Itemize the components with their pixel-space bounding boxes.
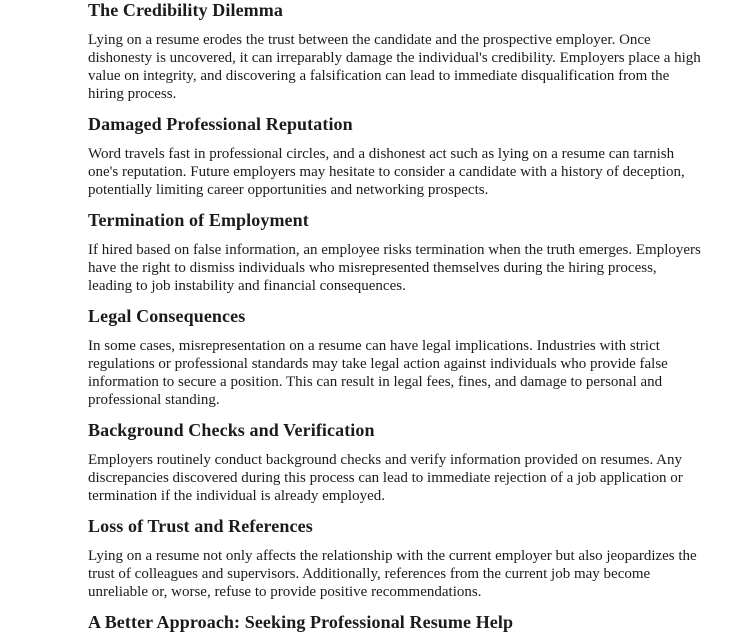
section-credibility-dilemma [88,0,704,103]
section-damaged-reputation [88,115,704,199]
section-paragraph: If hired based on false information, an employee risks termination when the truth emerges. Employers have the right to dismiss individuals who misrepresented themselves during the hiring process, leading to job instability and financial consequences. [88,242,701,294]
section-better-approach [88,613,704,631]
section-heading: The Credibility Dilemma [88,0,283,20]
section-paragraph: Lying on a resume not only affects the relationship with the current employer but also jeopardizes the trust of colleagues and supervisors. Additionally, references from the current job may become unreliable or, worse, refuse to provide positive recommendations. [88,548,697,600]
section-termination-of-employment [88,211,704,295]
section-background-checks [88,421,704,505]
section-loss-of-trust [88,517,704,601]
section-heading: Loss of Trust and References [88,516,313,536]
section-heading: Background Checks and Verification [88,420,375,440]
section-heading: A Better Approach: Seeking Professional Resume Help [88,612,514,632]
section-heading: Damaged Professional Reputation [88,114,353,134]
section-legal-consequences [88,307,704,409]
section-heading: Termination of Employment [88,210,309,230]
section-paragraph: In some cases, misrepresentation on a resume can have legal implications. Industries with strict regulations or professional standards may take legal action against individuals who provide false information to secure a position. This can result in legal fees, fines, and damage to personal and professional standing. [88,338,668,408]
section-paragraph: Lying on a resume erodes the trust between the candidate and the prospective employer. Once dishonesty is uncovered, it can irreparably damage the individual's credibility. Employers place a high value on integrity, and discovering a falsification can lead to immediate disqualification from the hiring process. [88,32,701,102]
section-paragraph: Employers routinely conduct background checks and verify information provided on resumes. Any discrepancies discovered during this process can lead to immediate rejection of a job application or termination if the individual is already employed. [88,452,683,504]
section-paragraph: Word travels fast in professional circles, and a dishonest act such as lying on a resume can tarnish one's reputation. Future employers may hesitate to consider a candidate with a history of deception, potentially limiting career opportunities and networking prospects. [88,146,685,198]
section-heading: Legal Consequences [88,306,246,326]
